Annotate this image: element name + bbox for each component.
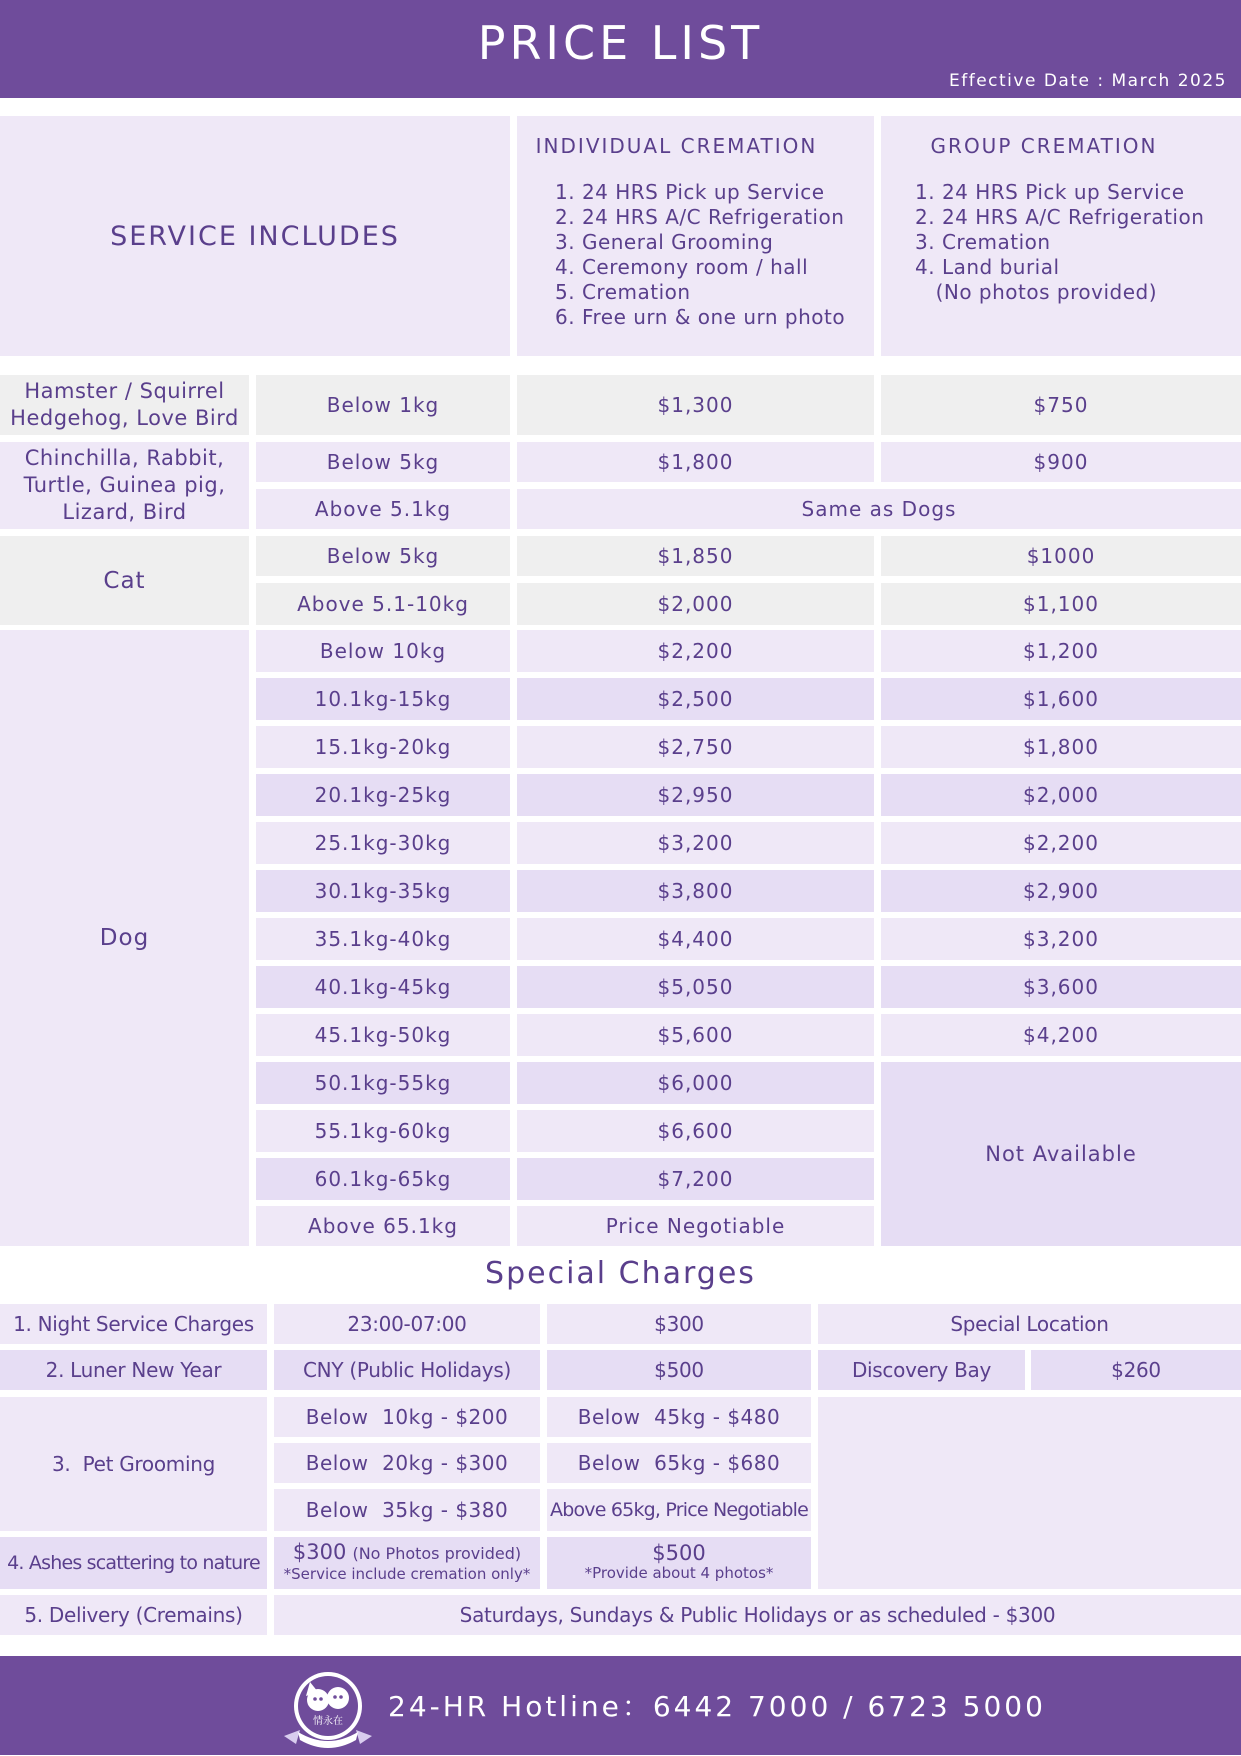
individual-price-cell: $5,050 <box>517 966 874 1008</box>
individual-price-cell: Price Negotiable <box>517 1206 874 1246</box>
group-cremation-list <box>915 180 1204 305</box>
individual-cremation-list <box>555 180 845 330</box>
grooming-option: Below 45kg - $480 <box>547 1397 811 1437</box>
page-header <box>0 0 1241 98</box>
pet-grooming-label: 3. Pet Grooming <box>0 1397 267 1531</box>
individual-price-cell: $2,200 <box>517 630 874 672</box>
weight-cell: Below 5kg <box>256 536 510 576</box>
weight-cell: Below 1kg <box>256 375 510 435</box>
ashes-option-subnote: *Service include cremation only* <box>283 1565 531 1583</box>
ashes-option-price: $500 <box>652 1541 706 1565</box>
not-available-cell: Not Available <box>881 1062 1241 1246</box>
grooming-option: Below 10kg - $200 <box>274 1397 540 1437</box>
hotline-text: 24-HR Hotline：6442 7000 / 6723 5000 <box>388 1690 1046 1723</box>
list-item: 1. 24 HRS Pick up Service <box>555 180 825 204</box>
individual-price-cell: $7,200 <box>517 1158 874 1200</box>
weight-cell: 30.1kg-35kg <box>256 870 510 912</box>
night-service-label: 1. Night Service Charges <box>0 1304 267 1344</box>
paw-heart-logo-icon <box>278 1660 378 1756</box>
ashes-option-photos <box>547 1537 811 1589</box>
list-item: 4. Land burial <box>915 255 1060 279</box>
cny-price: $500 <box>547 1350 811 1390</box>
weight-cell: 55.1kg-60kg <box>256 1110 510 1152</box>
special-location-header: Special Location <box>818 1304 1241 1344</box>
individual-price-cell: $3,800 <box>517 870 874 912</box>
ashes-option-no-photos <box>274 1537 540 1589</box>
delivery-label: 5. Delivery (Cremains) <box>0 1595 267 1635</box>
group-price-cell: $3,200 <box>881 918 1241 960</box>
night-service-price: $300 <box>547 1304 811 1344</box>
group-price-cell: $1,200 <box>881 630 1241 672</box>
individual-price-cell: $5,600 <box>517 1014 874 1056</box>
individual-price-cell: $1,850 <box>517 536 874 576</box>
effective-date: Effective Date : March 2025 <box>949 71 1227 91</box>
animal-hamster: Hamster / Squirrel Hedgehog, Love Bird <box>0 375 249 435</box>
individual-price-cell: $4,400 <box>517 918 874 960</box>
individual-price-cell: $6,600 <box>517 1110 874 1152</box>
weight-cell: 20.1kg-25kg <box>256 774 510 816</box>
group-price-cell: $1,600 <box>881 678 1241 720</box>
group-cremation-title: GROUP CREMATION <box>930 134 1158 158</box>
group-price-cell: $1,100 <box>881 583 1241 625</box>
discovery-bay-label: Discovery Bay <box>818 1350 1025 1390</box>
individual-price-cell: $6,000 <box>517 1062 874 1104</box>
weight-cell: 50.1kg-55kg <box>256 1062 510 1104</box>
group-price-cell: $1,800 <box>881 726 1241 768</box>
weight-cell: Above 65.1kg <box>256 1206 510 1246</box>
delivery-desc: Saturdays, Sundays & Public Holidays or as scheduled - $300 <box>274 1595 1241 1635</box>
list-item: 5. Cremation <box>555 280 691 304</box>
cny-label: 2. Luner New Year <box>0 1350 267 1390</box>
grooming-option: Below 20kg - $300 <box>274 1443 540 1483</box>
weight-cell: 40.1kg-45kg <box>256 966 510 1008</box>
weight-cell: 25.1kg-30kg <box>256 822 510 864</box>
group-price-cell: $750 <box>881 375 1241 435</box>
grooming-option: Below 35kg - $380 <box>274 1489 540 1531</box>
animal-dog: Dog <box>0 630 249 1246</box>
weight-cell: Above 5.1-10kg <box>256 583 510 625</box>
list-item: 1. 24 HRS Pick up Service <box>915 180 1185 204</box>
individual-price-cell: $2,750 <box>517 726 874 768</box>
page-footer <box>0 1656 1241 1755</box>
ashes-option-subnote: *Provide about 4 photos* <box>584 1564 774 1582</box>
weight-cell: 60.1kg-65kg <box>256 1158 510 1200</box>
ashes-option-price: $300 <box>292 1540 347 1564</box>
group-price-cell: $2,900 <box>881 870 1241 912</box>
individual-price-cell: $2,500 <box>517 678 874 720</box>
individual-cremation-box <box>517 116 874 356</box>
group-price-cell: $3,600 <box>881 966 1241 1008</box>
group-price-cell: $900 <box>881 442 1241 482</box>
group-price-cell: $4,200 <box>881 1014 1241 1056</box>
special-charges-title: Special Charges <box>485 1256 756 1291</box>
weight-cell: Below 10kg <box>256 630 510 672</box>
weight-cell: Below 5kg <box>256 442 510 482</box>
individual-price-cell: $1,800 <box>517 442 874 482</box>
weight-cell: 45.1kg-50kg <box>256 1014 510 1056</box>
list-item: 2. 24 HRS A/C Refrigeration <box>555 205 845 229</box>
animal-chinchilla: Chinchilla, Rabbit, Turtle, Guinea pig, Lizard, Bird <box>0 442 249 529</box>
discovery-bay-price: $260 <box>1031 1350 1241 1390</box>
special-location-blank <box>818 1397 1241 1589</box>
list-item: 3. General Grooming <box>555 230 774 254</box>
list-item: 6. Free urn & one urn photo <box>555 305 846 329</box>
list-item: 2. 24 HRS A/C Refrigeration <box>915 205 1205 229</box>
weight-cell: 15.1kg-20kg <box>256 726 510 768</box>
logo-text: 情永在 <box>313 1716 343 1727</box>
cny-desc: CNY (Public Holidays) <box>274 1350 540 1390</box>
weight-cell: 10.1kg-15kg <box>256 678 510 720</box>
list-item: (No photos provided) <box>915 280 1157 304</box>
list-item: 4. Ceremony room / hall <box>555 255 809 279</box>
group-price-cell: $1000 <box>881 536 1241 576</box>
individual-price-cell: $1,300 <box>517 375 874 435</box>
weight-cell: 35.1kg-40kg <box>256 918 510 960</box>
individual-price-cell: $2,000 <box>517 583 874 625</box>
group-price-cell: $2,000 <box>881 774 1241 816</box>
page-title: PRICE LIST <box>477 16 764 70</box>
list-item: 3. Cremation <box>915 230 1051 254</box>
ashes-scattering-label: 4. Ashes scattering to nature <box>0 1537 267 1589</box>
individual-cremation-title: INDIVIDUAL CREMATION <box>535 134 818 158</box>
ashes-option-note: (No Photos provided) <box>352 1544 522 1563</box>
service-includes-label: SERVICE INCLUDES <box>0 116 510 356</box>
grooming-option: Below 65kg - $680 <box>547 1443 811 1483</box>
night-service-time: 23:00-07:00 <box>274 1304 540 1344</box>
weight-cell: Above 5.1kg <box>256 489 510 529</box>
grooming-option: Above 65kg, Price Negotiable <box>547 1489 811 1531</box>
individual-price-cell: $3,200 <box>517 822 874 864</box>
individual-price-cell: $2,950 <box>517 774 874 816</box>
same-as-dogs-cell: Same as Dogs <box>517 489 1241 529</box>
animal-cat: Cat <box>0 536 249 625</box>
group-cremation-box <box>881 116 1241 356</box>
group-price-cell: $2,200 <box>881 822 1241 864</box>
